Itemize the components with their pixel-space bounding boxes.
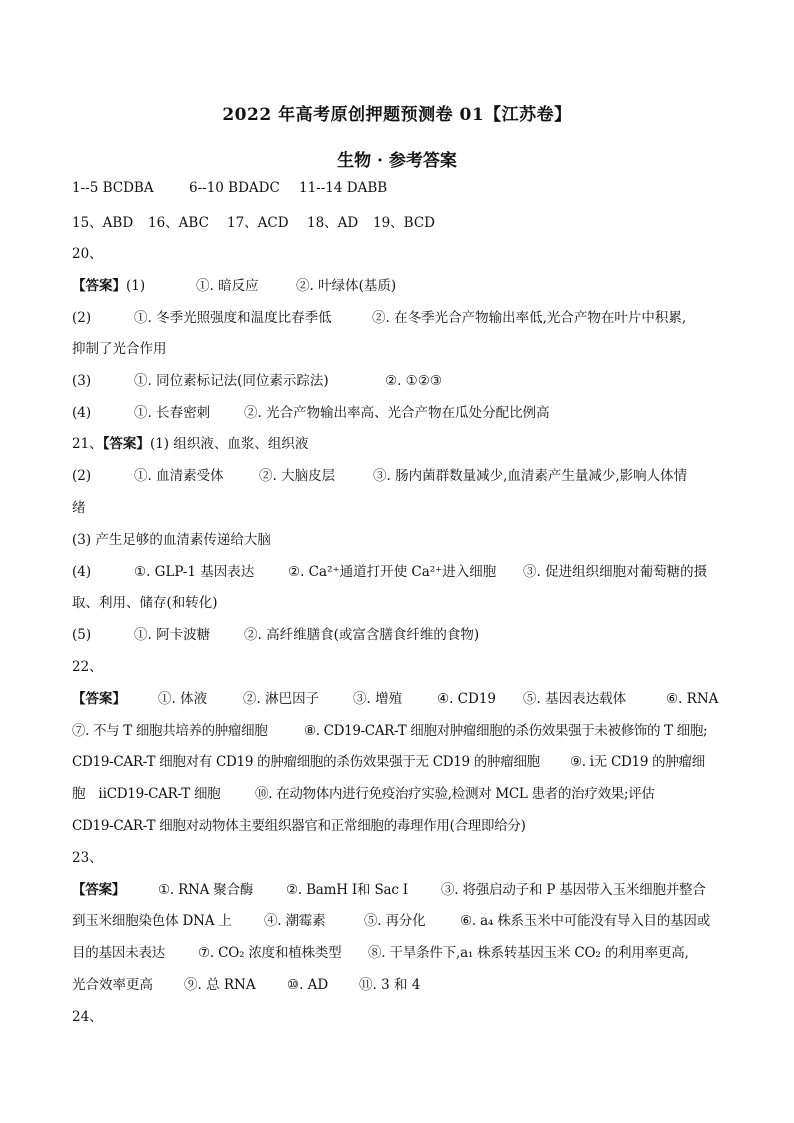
q23-number: 23、: [72, 850, 103, 866]
q23-line-2: [72, 909, 710, 929]
answer-item: ②. BamH Ⅰ和 Sac Ⅰ: [286, 882, 408, 898]
answer-item: ⑤. 再分化: [364, 913, 426, 929]
q21-line-1: [72, 432, 308, 452]
mc-row-2: [72, 211, 435, 231]
q22-number: 22、: [72, 659, 103, 675]
q20-line-2: [72, 306, 686, 326]
answer-item: ②. 光合产物输出率高、光合产物在瓜处分配比例高: [244, 405, 550, 421]
q20-number: 20、: [72, 246, 103, 262]
answer-item: 到玉米细胞染色体 DNA 上: [72, 913, 232, 929]
answer-item: ⑤. 基因表达载体: [523, 691, 627, 707]
answer-item: ②. Ca²⁺通道打开使 Ca²⁺进入细胞: [288, 564, 497, 580]
q20-line-5: [72, 401, 550, 421]
answer-item: ②. 大脑皮层: [259, 468, 336, 484]
part-label: (4): [72, 564, 92, 580]
q21-line-7: [72, 623, 479, 643]
mc-group: 15、ABD: [72, 215, 134, 231]
answer-item: ①. RNA 聚合酶: [158, 882, 254, 898]
answer-item: ②. 淋巴因子: [243, 691, 320, 707]
answer-tag: 【答案】: [72, 278, 126, 294]
answer-item: 胞 ⅱCD19-CAR-T 细胞: [72, 786, 221, 802]
q22-line-4: [72, 782, 655, 802]
mc-group: 6--10 BDADC: [189, 180, 280, 196]
q21-line-2: [72, 464, 687, 484]
answer-item: ⑥. a₄ 株系玉米中可能没有导入目的基因或: [460, 913, 711, 929]
q20-line-4: [72, 369, 442, 389]
mc-group: 16、ABC: [148, 215, 209, 231]
part-label: (5): [72, 627, 92, 643]
q21-line-5: [72, 560, 707, 580]
answer-item: ②. ①②③: [385, 373, 442, 389]
answer-item: ②. 叶绿体(基质): [296, 278, 397, 294]
q21-line-6: 取、利用、储存(和转化): [72, 595, 218, 611]
answer-item: ③. 将强启动子和 P 基因带入玉米细胞并整合: [441, 882, 706, 898]
answer-item: ①. 同位素标记法(同位素示踪法): [134, 373, 329, 389]
answer-item: ②. 在冬季光合产物输出率低,光合产物在叶片中积累,: [372, 310, 687, 326]
mc-group: 1--5 BCDBA: [72, 180, 154, 196]
part-label: (2): [72, 468, 92, 484]
q23-line-3: [72, 941, 689, 961]
answer-tag: 【答案】: [102, 436, 150, 452]
answer-item: ③. 增殖: [353, 691, 403, 707]
answer-item: ③. 肠内菌群数量减少,血清素产生量减少,影响人体情: [373, 468, 688, 484]
q21-line-4: (3) 产生足够的血清素传递给大脑: [72, 532, 271, 548]
q20-line-3: 抑制了光合作用: [72, 341, 167, 357]
mc-group: 11--14 DABB: [299, 180, 388, 196]
answer-item: ④. CD19: [437, 691, 497, 707]
q22-line-5: CD19-CAR-T 细胞对动物体主要组织器官和正常细胞的毒理作用(合理即给分): [72, 818, 526, 834]
answer-tag: 【答案】: [72, 882, 126, 898]
q22-line-1: [72, 687, 718, 707]
q23-line-1: [72, 878, 706, 898]
answer-item: 光合效率更高: [72, 977, 153, 993]
answer-item: ⑨. 总 RNA: [184, 977, 256, 993]
answer-item: ⑨. ⅰ无 CD19 的肿瘤细: [570, 754, 705, 770]
answer-item: ⑧. CD19-CAR-T 细胞对肿瘤细胞的杀伤效果强于未被修饰的 T 细胞;: [304, 723, 708, 739]
answer-item: 目的基因未表达: [72, 945, 166, 961]
answer-item: ①. 长春密刺: [134, 405, 211, 421]
part-label: (4): [72, 405, 92, 421]
answer-item: ⑦. 不与 T 细胞共培养的肿瘤细胞: [72, 723, 268, 739]
answer-item: CD19-CAR-T 细胞对有 CD19 的肿瘤细胞的杀伤效果强于无 CD19 的肿瘤细胞: [72, 754, 540, 770]
answer-item: ⑥. RNA: [666, 691, 719, 707]
answer-item: (1) 组织液、血浆、组织液: [149, 436, 309, 452]
q20-line-1: [72, 274, 396, 294]
answer-tag: 【答案】: [72, 691, 126, 707]
mc-group: 18、AD: [307, 215, 359, 231]
answer-item: ①. 阿卡波糖: [134, 627, 211, 643]
mc-group: 17、ACD: [227, 215, 289, 231]
part-label: (1): [126, 278, 146, 294]
part-label: (3): [72, 373, 92, 389]
answer-item: ①. GLP-1 基因表达: [134, 564, 255, 580]
answer-item: ⑧. 干旱条件下,a₁ 株系转基因玉米 CO₂ 的利用率更高,: [368, 945, 689, 961]
answer-item: ①. 暗反应: [196, 278, 259, 294]
answer-item: ⑦. CO₂ 浓度和植株类型: [198, 945, 342, 961]
answer-item: ④. 潮霉素: [264, 913, 326, 929]
q23-line-4: [72, 973, 420, 993]
answer-item: ①. 血清素受体: [134, 468, 224, 484]
q22-line-2: [72, 719, 707, 739]
question-number: 21、: [72, 436, 103, 452]
part-label: (2): [72, 310, 92, 326]
mc-row-1: [72, 180, 387, 196]
q22-line-3: [72, 750, 705, 770]
answer-item: ⑪. 3 和 4: [359, 977, 421, 993]
mc-group: 19、BCD: [373, 215, 436, 231]
q21-line-3: 绪: [72, 500, 86, 516]
answer-item: ①. 冬季光照强度和温度比春季低: [134, 310, 332, 326]
answer-item: ⑩. 在动物体内进行免疫治疗实验,检测对 MCL 患者的治疗效果;评估: [255, 786, 655, 802]
document-title: 2022 年高考原创押题预测卷 01【江苏卷】: [222, 105, 572, 125]
answer-item: ②. 高纤维膳食(或富含膳食纤维的食物): [244, 627, 480, 643]
q24-number: 24、: [72, 1009, 103, 1025]
document-subtitle: 生物 · 参考答案: [337, 151, 457, 171]
answer-item: ⑩. AD: [287, 977, 329, 993]
answer-item: ①. 体液: [158, 691, 208, 707]
answer-item: ③. 促进组织细胞对葡萄糖的摄: [523, 564, 708, 580]
